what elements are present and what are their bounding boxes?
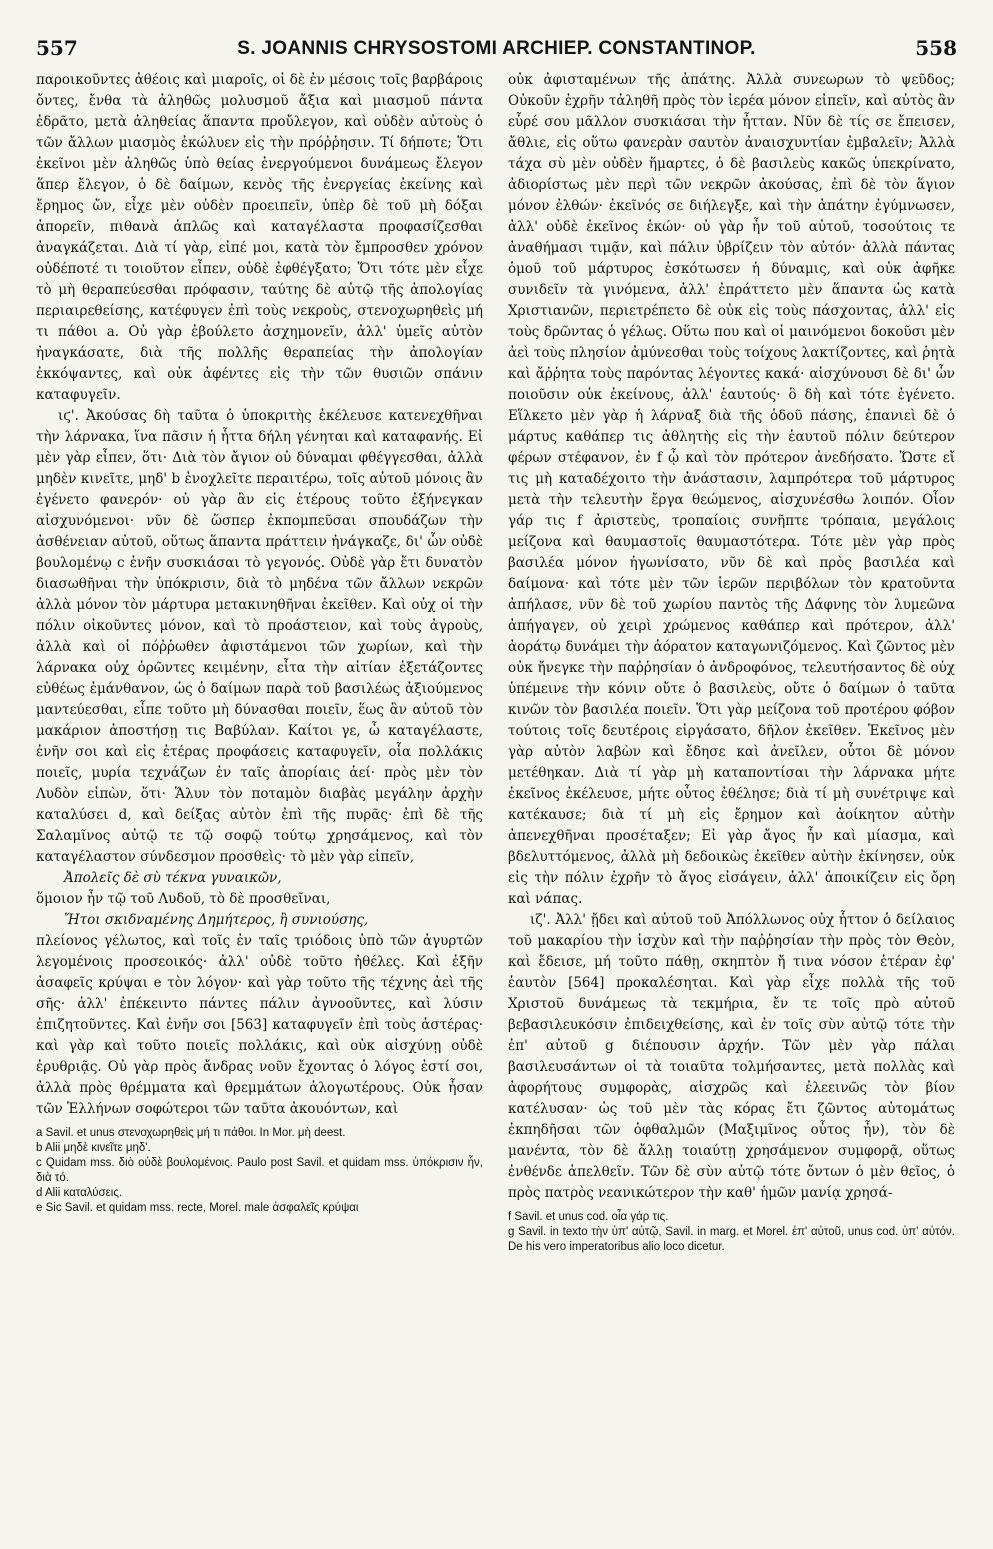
left-paragraph-1: παροικοῦντες ἀθέοις καὶ μιαροῖς, οἱ δὲ ἐν μέσοις τοῖς βαρβάροις ὄντες, ἔνθα τὰ ἀληθῶς μολυσμοῦ ἄξια καὶ μιασμοῦ πάντα ἐδρᾶτο, μετὰ ἀληθείας ἅπαντα προὔλεγον, καὶ οὐδὲν αὐτοὺς ὁ τῶν ἄλλων μιασμὸς ἐκώλυεν εἰς τὴν πρόῤῥησιν. Τί δήποτε; Ὅτι ἐκεῖνοι μὲν ἀληθῶς ὑπὸ θείας ἐνεργούμενοι δυνάμεως ἔλεγον ἅπερ ἔλεγον, ὁ δὲ δαίμων, κενὸς τῆς ἐνεργείας ἐκείνης καὶ ἔρημος ὤν, εἶχε μὲν οὐδὲν προειπεῖν, ὑπὲρ δὲ τοῦ μὴ δόξαι ἀπορεῖν, πιθανὰ ἁπλῶς καὶ καταγέλαστα προφασίζεσθαι ἀναγκάζεται. Διὰ τί γὰρ, εἰπέ μοι, κατὰ τὸν ἔμπροσθεν χρόνον οὐδέποτέ τι τοιοῦτον εἶπεν, οὐδὲ ἐφθέγξατο; Ὅτι τότε μὲν εἶχε τὸ μὴ θεραπεύεσθαι πρόφασιν, ταύτης δὲ αὐτῷ τῆς ἀπολογίας περιαιρεθείσης, κατέφυγεν ἐπὶ τοὺς νεκροὺς, στενοχωρηθεὶς μή τι πάθοι a. Οὐ γὰρ ἐβούλετο ἀσχημονεῖν, ἀλλ' ὑμεῖς αὐτὸν ἠναγκάσατε, διὰ τῆς πολλῆς θεραπείας τὴν ἀπολογίαν ἐκκόψαντες, καὶ οὐκ ἀφέντες εἰς τὴν τῶν θυσιῶν σπάνιν καταφυγεῖν. bbox=[36, 72, 483, 403]
left-column bbox=[36, 70, 483, 1216]
right-footnotes bbox=[508, 1210, 955, 1255]
running-title: S. JOANNIS CHRYSOSTOMI ARCHIEP. CONSTANTINOP. bbox=[237, 38, 756, 59]
footnote: c Quidam mss. διὸ οὐδὲ βουλομένοις. Paulo post Savil. et quidam mss. ὑπόκρισιν ἦν, διὰ τό. bbox=[36, 1157, 483, 1184]
page-number-right: 558 bbox=[915, 36, 957, 60]
verse-quote-1: Ἀπολεῖς δὲ σὺ τέκνα γυναικῶν, bbox=[64, 870, 282, 886]
footnote: a Savil. et unus στενοχωρηθεὶς μή τι πάθοι. In Mor. μὴ deest. bbox=[36, 1127, 346, 1139]
left-paragraph-3: ὅμοιον ἦν τῷ τοῦ Λυδοῦ, τὸ δὲ προσθεῖναι, bbox=[36, 891, 331, 907]
left-footnotes bbox=[36, 1126, 483, 1216]
footnote: b Alii μηδὲ κινεῖτε μηδ'. bbox=[36, 1142, 151, 1154]
page-header bbox=[30, 34, 963, 64]
page-number-left: 557 bbox=[36, 36, 78, 60]
right-paragraph-2: ιζ'. Ἀλλ' ᾔδει καὶ αὐτοῦ τοῦ Ἀπόλλωνος οὐχ ἧττον ὁ δείλαιος τοῦ μακαρίου τὴν ἰσχὺν καὶ τὴν παῤῥησίαν τὴν πρὸς τὸν Θεὸν, καὶ ἔδεισε, μή τοῦτο πάθῃ, σκηπτὸν ἤ τινα νόσον ἑτέραν ἐφ' ἑαυτὸν [564] προκαλέσηται. Καὶ γὰρ εἶχε πολλὰ τῆς τοῦ Χριστοῦ δυνάμεως τὰ τεκμήρια, ἔν τε τοῖς πρὸ αὐτοῦ βεβασιλευκόσιν ἐπιδειχθείσης, καὶ ἐν τοῖς σὺν αὐτῷ τότε τὴν ἐπ' αὐτοῦ g διέπουσιν ἀρχήν. Τῶν μὲν γὰρ πάλαι βασιλευσάντων οἱ τὰ τοιαῦτα τολμήσαντες, μετὰ πολλὰς καὶ ἀφορήτους συμφορὰς, αἰσχρῶς καὶ ἐλεεινῶς τὸν βίον κατέλυσαν· ὡς τοῦ μὲν τὰς κόρας ἔτι ζῶντος αὐτομάτως ἐκπηδῆσαι τῶν ὀφθαλμῶν (Μαξιμῖνος οὗτος ἦν), τὸν δὲ μανέντα, τὸν δὲ ἄλλῃ τοιαύτῃ χρησάμενον συμφορᾷ, οὕτως ἐνθένδε ἀπελθεῖν. Τῶν δὲ σὺν αὐτῷ τότε ὄντων ὁ μὲν θεῖος, ὁ πρὸς πατρὸς νεανικώτερον τὴν καθ' ἡμῶν μανίᾳ χρησά- bbox=[508, 912, 955, 1201]
right-column bbox=[508, 70, 955, 1255]
right-paragraph-1: οὐκ ἀφισταμένων τῆς ἀπάτης. Ἀλλὰ συνεωρων τὸ ψεῦδος; Οὐκοῦν ἐχρῆν τἀληθῆ πρὸς τὸν ἱερέα μόνον εἰπεῖν, καὶ αὐτὸς ἂν εὗρέ σου μᾶλλον συσκιάσαι τὴν ἧτταν. Νῦν δὲ τίς σε ἔπεισεν, ἄθλιε, εἰς οὕτω φανερὰν σαυτὸν ἀναισχυντίαν ἐμβαλεῖν; Ἀλλὰ τάχα σὺ μὲν οὐδὲν ἥμαρτες, ὁ δὲ βασιλεὺς κακῶς ὑπεκρίνατο, ἀδιορίστως μὲν περὶ τῶν νεκρῶν ἀκούσας, ἐπὶ δὲ τὸν ἅγιον μόνον ἐλθών· ἐκεῖνός σε διήλεγξε, καὶ τὴν ἀπάτην ἐγύμνωσεν, ἀλλ' οὐδὲ ἐκεῖνος ἑκών· οὐ γὰρ ἦν τοῦ αὐτοῦ, τοσούτοις τε ἀναθήμασι τιμᾷν, καὶ πάλιν ὑβρίζειν τὸν αὐτόν· ἀλλὰ πάντας ὁμοῦ τοῦ μάρτυρος ἐσκότωσεν ἡ δύναμις, καὶ οὐκ ἀφῆκε συνιδεῖν τὰ γινόμενα, ἀλλ' ἐπράττετο μὲν ἅπαντα ὡς κατὰ Χριστιανῶν, περιετρέπετο δὲ οὐκ εἰς τοὺς πάσχοντας, ἀλλ' εἰς τοὺς δρῶντας ὁ γέλως. Οὕτω που καὶ οἱ μαινόμενοι δοκοῦσι μὲν ἀεὶ τοὺς πλησίον ἀμύνεσθαι τοὺς τοίχους λακτίζοντες, καὶ ῥητὰ καὶ ἄῤῥητα τοὺς παρόντας λέγοντες κακά· αἰσχύνουσι δὲ δι' ὧν ποιοῦσιν οὐκ ἐκείνους, ἀλλ' ἑαυτούς· ὃ δὴ καὶ τότε ἐγένετο. Εἵλκετο μὲν γὰρ ἡ λάρναξ διὰ τῆς ὁδοῦ πάσης, ἐπανιεὶ δὲ ὁ μάρτυς καθάπερ τις ἀθλητὴς εἰς τὴν ἑαυτοῦ πόλιν δεύτερον φέρων στέφανον, ἐν f ᾧ καὶ τὸν πρότερον ἀνεδήσατο. Ὥστε εἴ τις μὴ καταδέχοιτο τὴν ἀνάστασιν, λαμπρότερα τοῦ μάρτυρος μετὰ τὴν τελευτὴν ἔργα θεώμενος, αἰσχυνέσθω λοιπόν. Οἷον γάρ τις f ἀριστεὺς, τροπαίοις συνῆπτε τρόπαια, μεγάλοις μείζονα καὶ θαυμαστοῖς θαυμαστότερα. Τότε μὲν γὰρ πρὸς βασιλέα μόνον ἠγωνίσατο, νῦν δὲ καὶ πρὸς βασιλέα καὶ δαίμονα· καὶ τότε μὲν τῶν ἱερῶν περιβόλων τὸν κρατοῦντα ἀπήλασε, νῦν δὲ τοῦ χωρίου παντὸς τῆς Δάφνης τὸν λυμεῶνα ἀπήγαγεν, οὐ χειρὶ χρώμενος καθάπερ καὶ πρότερον, ἀλλ' ἀοράτῳ δυνάμει τὴν ἀόρατον καταγωνιζόμενος. Καὶ ζῶντος μὲν οὐκ ἤνεγκε τὴν παῤῥησίαν ὁ ἀνδροφόνος, τελευτήσαντος δὲ οὐχ ὑπέμεινε τὴν κόνιν οὔτε ὁ βασιλεὺς, οὔτε ὁ δαίμων ὁ ταῦτα κινῶν τὸν βασιλέα ποιεῖν. Ὅτι γὰρ μείζονα τοῦ προτέρου φόβον τούτοις τοῖς δευτέροις εἰργάσατο, δῆλον ἐκεῖθεν. Ἐκεῖνος μὲν γὰρ αὐτὸν λαβὼν καὶ ἔδησε καὶ ἀνεῖλεν, οὗτοι δὲ μόνον μετέθηκαν. Διὰ τί γὰρ μὴ καταποντίσαι τὴν λάρνακα μήτε ἐκεῖνος ἐκέλευσε, μήτε οὗτος ἐθέλησε; διὰ τί μὴ συνέτριψε καὶ κατέκαυσε; διὰ τί μὴ εἰς ἔρημον καὶ ἀοίκητον αὐτὴν ἀπενεχθῆναι προσέταξεν; Εἰ γὰρ ἄγος ἦν καὶ μίασμα, καὶ βδελυττόμενος, ἀλλὰ μὴ δεδοικὼς ἐκεῖθεν αὐτὴν ἐκίνησεν, οὐκ εἰς τὴν πόλιν ἐχρῆν τὸ ἄγος εἰσάγειν, ἀλλ' ἀποικίζειν εἰς ὄρη καὶ νάπας. bbox=[508, 72, 955, 907]
verse-quote-2: Ἤτοι σκιδναμένης Δημήτερος, ἢ συνιούσης, bbox=[64, 912, 369, 928]
footnote: d Alii καταλύσεις. bbox=[36, 1187, 123, 1199]
left-paragraph-2: ιϛ'. Ἀκούσας δὴ ταῦτα ὁ ὑποκριτὴς ἐκέλευσε κατενεχθῆναι τὴν λάρνακα, ἵνα πᾶσιν ἡ ἧττα δήλη γένηται καὶ καταφανής. Εἰ μὲν γὰρ εἶπεν, ὅτι· Διὰ τὸν ἄγιον οὐ δύναμαι φθέγγεσθαι, ἀλλὰ μηδὲν κινεῖτε, μηδ' b ἐνοχλεῖτε περαιτέρω, τοῖς αὐτοῦ μόνοις ἂν ἐγένετο φανερόν· οὐ γὰρ ἂν εἰς ἑτέρους τοῦτο ἐξήνεγκαν αἰσχυνόμενοι· νῦν δὲ ὥσπερ ἐκπομπεῦσαι σπουδάζων τὴν ἀσθένειαν αὐτοῦ, οὕτως ἅπαντα πράττειν ἠνάγκαζε, δι' ὧν οὐδὲ βουλομένῳ c ἐνῆν συσκιάσαι τὸ γεγονός. Οὐδὲ γὰρ ἔτι δυνατὸν διασωθῆναι τὴν ὑπόκρισιν, διὰ τὸ μηδένα τῶν ἄλλων νεκρῶν ἀλλὰ μόνον τὸν μάρτυρα μετακινηθῆναι ἐκεῖθεν. Καὶ οὐχ οἱ τὴν πόλιν οἰκοῦντες μόνον, καὶ τὸ προάστειον, καὶ τοὺς ἀγροὺς, ἀλλὰ καὶ οἱ πόῤῥωθεν ἀφιστάμενοι τῶν χωρίων, καὶ τὴν λάρνακα οὐχ ὁρῶντες κειμένην, εἶτα τὴν αἰτίαν ἐξετάζοντες εὐθέως ἐμάνθανον, ὡς ὁ δαίμων παρὰ τοῦ βασιλέως ἀξιούμενος μαντεύεσθαι, εἶπε τοῦτο μὴ δύνασθαι ποιεῖν, ἕως ἂν αὐτοῦ τὸν μακάριον ἀποστήσῃ τις Βαβύλαν. Καίτοι γε, ὦ καταγέλαστε, ἐνῆν σοι καὶ εἰς ἑτέρας προφάσεις καταφυγεῖν, οἷα πολλάκις ποιεῖς, μυρία τεχνάζων ἐν ταῖς ἀπορίαις ἀεί· πρὸς μὲν τὸν Λυδὸν εἰπὼν, ὅτι· Ἅλυν τὸν ποταμὸν διαβὰς μεγάλην ἀρχὴν καταλύσει d, καὶ δείξας αὐτὸν ἐπὶ τῆς πυρᾶς· ἐπὶ δὲ τῆς Σαλαμῖνος αὐτῷ τε τῷ σοφῷ τούτῳ χρησάμενος, καὶ τὸν καταγέλαστον σύνδεσμον προσθεὶς· τὸ μὲν γὰρ εἰπεῖν, bbox=[36, 408, 483, 865]
left-paragraph-4: πλείονος γέλωτος, καὶ τοῖς ἐν ταῖς τριόδοις ὑπὸ τῶν ἀγυρτῶν λεγομένοις προσεοικός· ἀλλ' οὐδὲ τοῦτο ἠθέλες. Καὶ ἐξῆν ἀσαφεῖς κρύψαι e τὸν λόγον· καὶ γὰρ τοῦτο τῆς τέχνης ἀεὶ τῆς σῆς· ἀλλ' ἐπέκειντο πάντες πάλιν ἀγνοοῦντες, καὶ λύσιν ἐπιζητοῦντες. Καὶ ἐνῆν σοι [563] καταφυγεῖν ἐπὶ τοὺς ἀστέρας· καὶ γὰρ καὶ τοῦτο ποιεῖς πολλάκις, καὶ οὐκ αἰσχύνῃ οὐδὲ ἐρυθριᾷς. Οὐ γὰρ πρὸς ἄνδρας νοῦν ἔχοντας ὁ λόγος ἐστί σοι, ἀλλὰ πρὸς θρέμματα καὶ θρεμμάτων ἀλογωτέρους. Οὐκ ἦσαν τῶν Ἑλλήνων σοφώτεροι τῶν ταῦτα ἀκουόντων, καὶ bbox=[36, 933, 483, 1117]
footnote: g Savil. in texto τὴν ὑπ' αὐτῷ, Savil. in marg. et Morel. ἐπ' αὐτοῦ, unus cod. ὑπ' αὐτόν. De his vero imperatoribus alio loco dicetur. bbox=[508, 1226, 955, 1253]
footnote: e Sic Savil. et quidam mss. recte, Morel. male ἀσφαλεῖς κρύψαι bbox=[36, 1202, 359, 1214]
footnote: f Savil. et unus cod. οἷα γάρ τις. bbox=[508, 1211, 669, 1223]
column-gutter bbox=[492, 70, 493, 1450]
